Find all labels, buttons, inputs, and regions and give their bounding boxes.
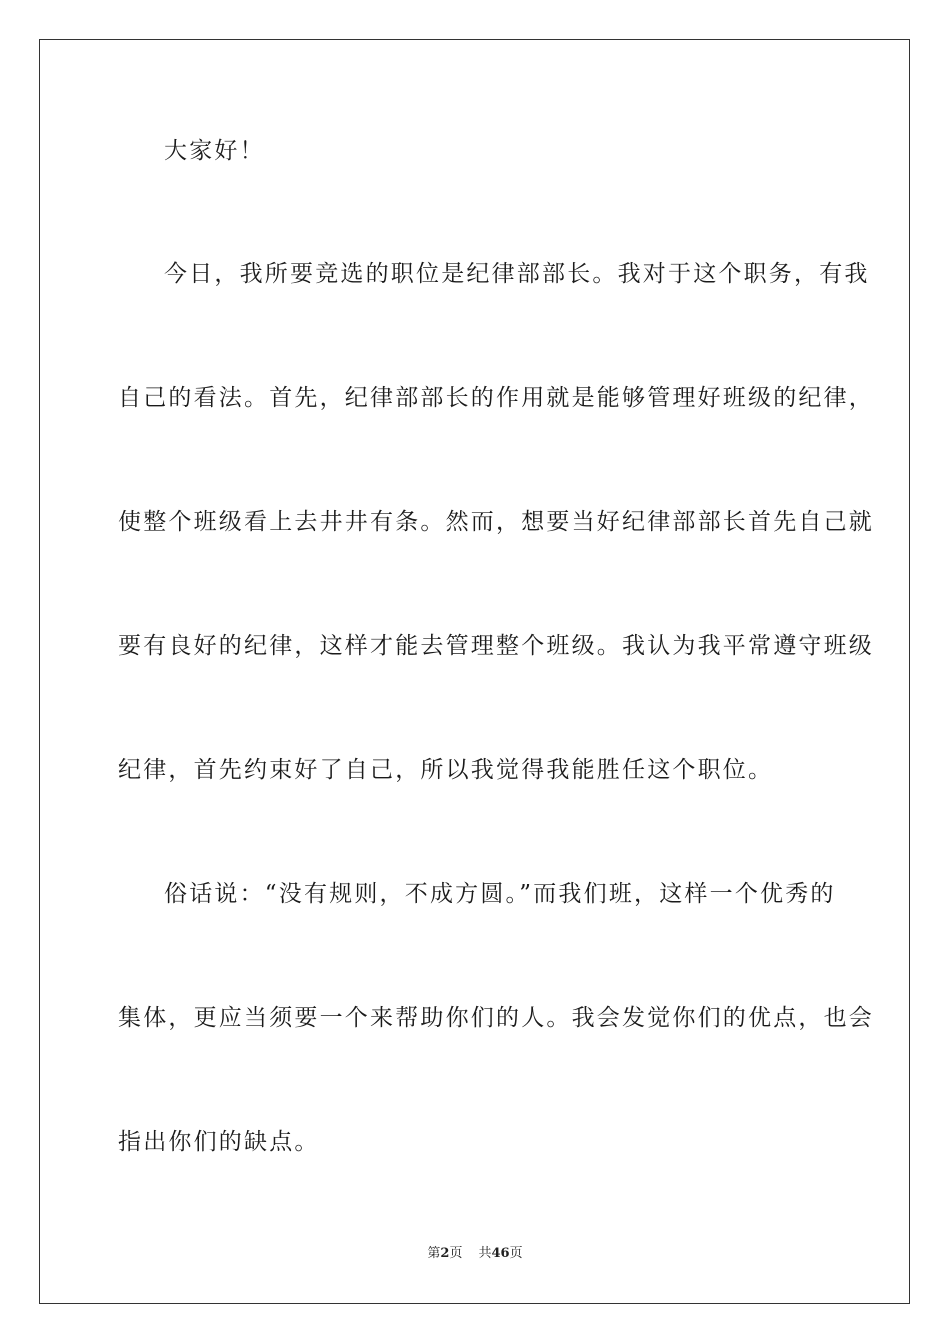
footer-page-suffix: 页 (449, 1246, 463, 1261)
paragraph-1-line-1: 今日，我所要竞选的职位是纪律部部长。我对于这个职务，有我 (164, 261, 870, 287)
page-footer (0, 1245, 950, 1263)
paragraph-1-line-2: 自己的看法。首先，纪律部部长的作用就是能够管理好班级的纪律， (118, 385, 874, 411)
footer-total-pages: 46 (491, 1246, 510, 1261)
footer-total-prefix: 共 (478, 1246, 492, 1261)
paragraph-2-line-1: 俗话说：“没有规则，不成方圆。”而我们班，这样一个优秀的 (164, 881, 836, 907)
paragraph-1-line-5: 纪律，首先约束好了自己，所以我觉得我能胜任这个职位。 (118, 757, 774, 783)
paragraph-1-line-4: 要有良好的纪律，这样才能去管理整个班级。我认为我平常遵守班级 (118, 633, 874, 659)
footer-page-prefix: 第 (427, 1246, 441, 1261)
footer-page-number: 2 (440, 1246, 450, 1261)
paragraph-1-line-3: 使整个班级看上去井井有条。然而，想要当好纪律部部长首先自己就 (118, 509, 874, 535)
paragraph-2-line-2: 集体，更应当须要一个来帮助你们的人。我会发觉你们的优点，也会 (118, 1005, 874, 1031)
page-border (39, 39, 910, 1304)
greeting-line: 大家好！ (164, 138, 265, 164)
paragraph-2-line-3: 指出你们的缺点。 (118, 1129, 320, 1155)
footer-total-suffix: 页 (509, 1246, 523, 1261)
